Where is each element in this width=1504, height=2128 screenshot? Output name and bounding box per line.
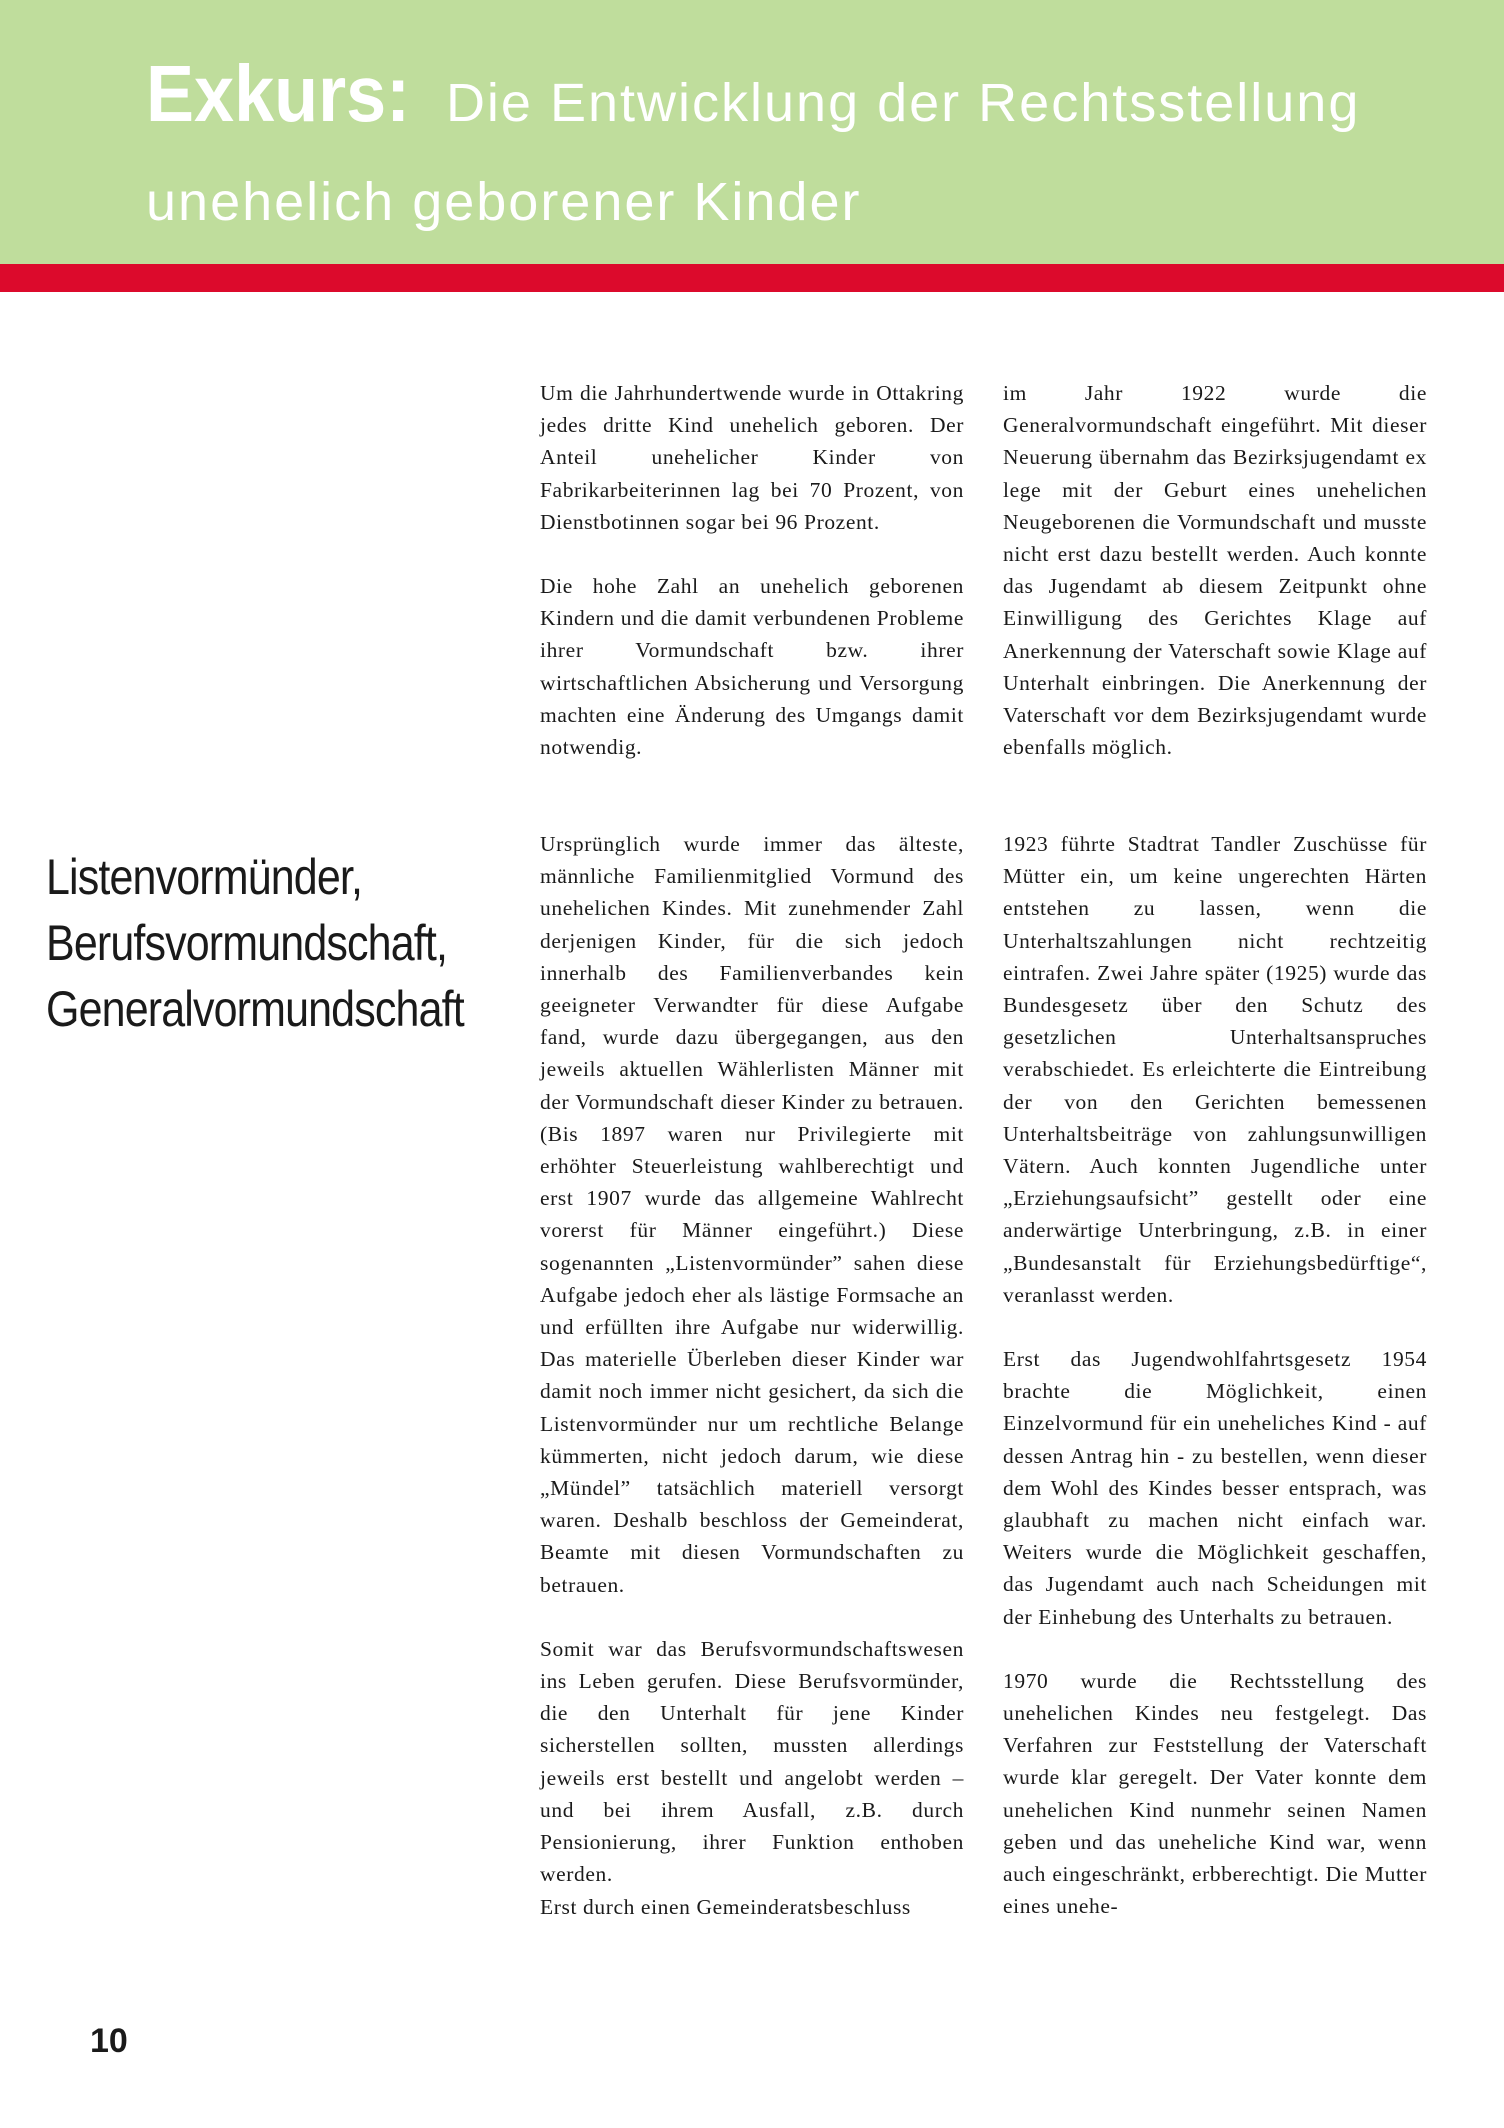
title-line-2: unehelich geborener Kinder (146, 172, 862, 232)
paragraph: Die hohe Zahl an unehelich geborenen Kindern und die damit verbundenen Probleme ihrer Vormundschaft bzw. ihrer wirtschaftlichen Absicherung und Versorgung machten eine Änderung des Umgangs damit notwendig. (540, 574, 964, 760)
page-title (146, 46, 1466, 233)
page-number: 10 (90, 2022, 128, 2060)
section-heading-line: Generalvormundschaft (46, 981, 464, 1037)
paragraph: 1970 wurde die Rechtsstellung des unehelichen Kindes neu festgelegt. Das Verfahren zur Feststellung der Vaterschaft wurde klar geregelt. Der Vater konnte dem unehelichen Kind nunmehr seinen Namen geben und das uneheliche Kind war, wenn auch eingeschränkt, erbberechtigt. Die Mutter eines unehe- (1003, 1668, 1427, 1919)
paragraph: Ursprünglich wurde immer das älteste, männliche Familienmitglied Vormund des unehelichen Kindes. Mit zunehmender Zahl derjenigen Kinder, für die sich jedoch innerhalb des Familienverbandes kein geeigneter Verwandter für diese Aufgabe fand, wurde dazu übergegangen, aus den jeweils aktuellen Wählerlisten Männer mit der Vormundschaft dieser Kinder zu betrauen. (Bis 1897 waren nur Privilegierte mit erhöhter Steuerleistung wahlberechtigt und erst 1907 wurde das allgemeine Wahlrecht vorerst für Männer eingeführt.) Diese sogenannten „Listenvormünder” sahen diese Aufgabe jedoch eher als lästige Formsache an und erfüllten ihre Aufgabe nur widerwillig. Das materielle Überleben dieser Kinder war damit noch immer nicht gesichert, da sich die Listenvormünder nur um rechtliche Belange kümmerten, nicht jedoch darum, wie diese „Mündel” tatsächlich materiell versorgt waren. Deshalb beschloss der Gemeinderat, Beamte mit diesen Vormundschaften zu betrauen. (540, 832, 964, 1597)
section-heading-line: Berufsvormundschaft, (46, 915, 448, 971)
column-left-bottom (540, 828, 964, 1923)
section-heading (46, 844, 464, 1042)
column-right-top (1003, 377, 1427, 763)
paragraph: Erst durch einen Gemeinderatsbeschluss (540, 1894, 911, 1919)
paragraph: Somit war das Berufsvormundschaftswesen ins Leben gerufen. Diese Berufsvormünder, die den Unterhalt für jene Kinder sicherstellen sollten, mussten allerdings jeweils erst bestellt und angelobt werden – und bei ihrem Ausfall, z.B. durch Pensionierung, ihrer Funktion enthoben werden. (540, 1636, 964, 1887)
header-divider (0, 264, 1504, 292)
title-line-1 (146, 46, 1466, 165)
title-main: Die Entwicklung der Rechtsstellung (445, 73, 1361, 133)
column-left-top (540, 377, 964, 763)
title-kicker: Exkurs: (146, 49, 411, 138)
paragraph: 1923 führte Stadtrat Tandler Zuschüsse für Mütter ein, um keine ungerechten Härten entstehen zu lassen, wenn die Unterhaltszahlungen nicht rechtzeitig eintrafen. Zwei Jahre später (1925) wurde das Bundesgesetz über den Schutz des gesetzlichen Unterhaltsanspruches verabschiedet. Es erleichterte die Eintreibung der von den Gerichten bemessenen Unterhaltsbeiträge von zahlungsunwilligen Vätern. Auch konnten Jugendliche unter „Erziehungsaufsicht” gestellt oder eine anderwärtige Unterbringung, z.B. in einer „Bundesanstalt für Erziehungsbedürftige“, veranlasst werden. (1003, 832, 1427, 1307)
paragraph: Um die Jahrhundertwende wurde in Ottakring jedes dritte Kind unehelich geboren. Der Anteil unehelicher Kinder von Fabrikarbeiterinnen lag bei 70 Prozent, von Dienstbotinnen sogar bei 96 Prozent. (540, 381, 964, 534)
section-heading-line: Listenvormünder, (46, 849, 363, 905)
paragraph: Erst das Jugendwohlfahrtsgesetz 1954 brachte die Möglichkeit, einen Einzelvormund für ein uneheliches Kind - auf dessen Antrag hin - zu bestellen, wenn dieser dem Wohl des Kindes besser entsprach, was glaubhaft zu machen nicht einfach war. Weiters wurde die Möglichkeit geschaffen, das Jugendamt auch nach Scheidungen mit der Einhebung des Unterhalts zu betrauen. (1003, 1347, 1427, 1629)
paragraph: im Jahr 1922 wurde die Generalvormundschaft eingeführt. Mit dieser Neuerung übernahm das Bezirksjugendamt ex lege mit der Geburt eines unehelichen Neugeborenen die Vormundschaft und musste nicht erst dazu bestellt werden. Auch konnte das Jugendamt ab diesem Zeitpunkt ohne Einwilligung des Gerichtes Klage auf Anerkennung der Vaterschaft sowie Klage auf Unterhalt einbringen. Die Anerkennung der Vaterschaft vor dem Bezirksjugendamt wurde ebenfalls möglich. (1003, 381, 1427, 760)
column-right-bottom (1003, 828, 1427, 1923)
